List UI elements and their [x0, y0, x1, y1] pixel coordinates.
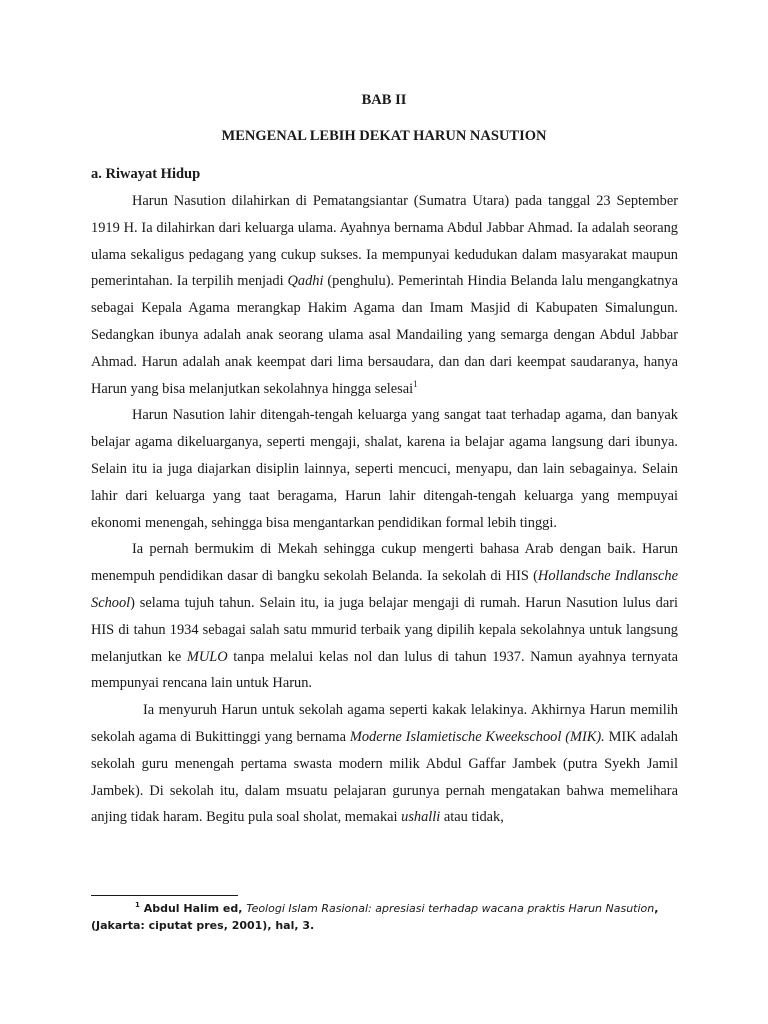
- footnote-number: 1: [135, 901, 140, 910]
- paragraph-1: [91, 188, 678, 402]
- paragraph-text: Ia pernah bermukim di Mekah sehingga cukup mengerti bahasa Arab dengan baik. Harun menempuh pendidikan dasar di bangku sekolah Belanda. Ia sekolah di HIS (: [91, 541, 678, 585]
- footnote-author: Abdul Halim ed,: [139, 902, 247, 915]
- italic-term: Qadhi: [287, 273, 324, 290]
- section-heading: a. Riwayat Hidup: [91, 166, 201, 182]
- body-text: [91, 188, 678, 831]
- paragraph-3: [91, 536, 678, 697]
- paragraph-text: ) selama tujuh tahun. Selain itu, ia juga belajar mengaji di rumah. Harun Nasution lulus dari HIS di tahun 1934 sebagai salah satu mmurid terbaik yang dipilih kepala sekolahnya untuk langsung melanjutkan ke: [91, 594, 678, 665]
- italic-term: ushalli: [401, 809, 441, 826]
- italic-term: Moderne Islamietische Kweekschool (MIK).: [349, 728, 605, 745]
- footnote-publication: , (Jakarta: ciputat pres, 2001), hal, 3.: [91, 902, 659, 932]
- paragraph-4: [91, 697, 678, 831]
- paragraph-text: Harun Nasution dilahirkan di Pematangsiantar (Sumatra Utara) pada tanggal 23 September 1919 H. Ia dilahirkan dari keluarga ulama. Ayahnya bernama Abdul Jabbar Ahmad. Ia adalah seorang ulama sekaligus pedagang yang cukup sukses. Ia mempunyai kedudukan dalam masyarakat maupun pemerintahan. Ia terpilih menjadi: [91, 193, 678, 290]
- footnote-reference[interactable]: 1: [413, 378, 418, 389]
- paragraph-text: MIK adalah sekolah guru menengah pertama swasta modern milik Abdul Gaffar Jambek (putra Syekh Jamil Jambek). Di sekolah itu, dalam msuatu pelajaran gurunya pernah mengatakan bahwa memelihara anjing tidak haram. Begitu pula soal sholat, memakai: [91, 728, 678, 826]
- footnote-divider: [91, 895, 238, 896]
- footnote-book-title: Teologi Islam Rasional: apresiasi terhadap wacana praktis Harun Nasution: [246, 902, 655, 915]
- paragraph-text: Ia menyuruh Harun untuk sekolah agama seperti kakak lelakinya. Akhirnya Harun memilih sekolah agama di Bukittinggi yang bernama: [91, 702, 678, 745]
- paragraph-2: Harun Nasution lahir ditengah-tengah keluarga yang sangat taat terhadap agama, dan banyak belajar agama dikeluarganya, seperti mengaji, shalat, karena ia belajar agama langsung dari ibunya. Selain itu ia juga diajarkan disiplin lainnya, seperti mencuci, menyapu, dan lain sebagainya. Selain lahir dari keluarga yang taat beragama, Harun lahir ditengah-tengah keluarga yang mempuyai ekonomi menengah, sehingga bisa mengantarkan pendidikan formal lebih tinggi.: [91, 407, 678, 531]
- italic-term: MULO: [186, 648, 228, 665]
- italic-term: Hollandsche Indlansche School: [91, 568, 678, 611]
- chapter-title: MENGENAL LEBIH DEKAT HARUN NASUTION: [221, 128, 547, 144]
- chapter-heading: BAB II: [361, 92, 407, 108]
- paragraph-text: atau tidak,: [440, 809, 504, 826]
- paragraph-text: (penghulu). Pemerintah Hindia Belanda lalu mengangkatnya sebagai Kepala Agama merangkap Hakim Agama dan Imam Masjid di Kabupaten Simalungun. Sedangkan ibunya adalah anak seorang ulama asal Mandailing yang semarga dengan Abdul Jabbar Ahmad. Harun adalah anak keempat dari lima bersaudara, dan dan dari keempat saudaranya, hanya Harun yang bisa melanjutkan sekolahnya hingga selesai: [91, 273, 678, 397]
- footnote: [91, 900, 678, 934]
- paragraph-text: tanpa melalui kelas nol dan lulus di tahun 1937. Namun ayahnya ternyata mempunyai rencana lain untuk Harun.: [91, 648, 678, 692]
